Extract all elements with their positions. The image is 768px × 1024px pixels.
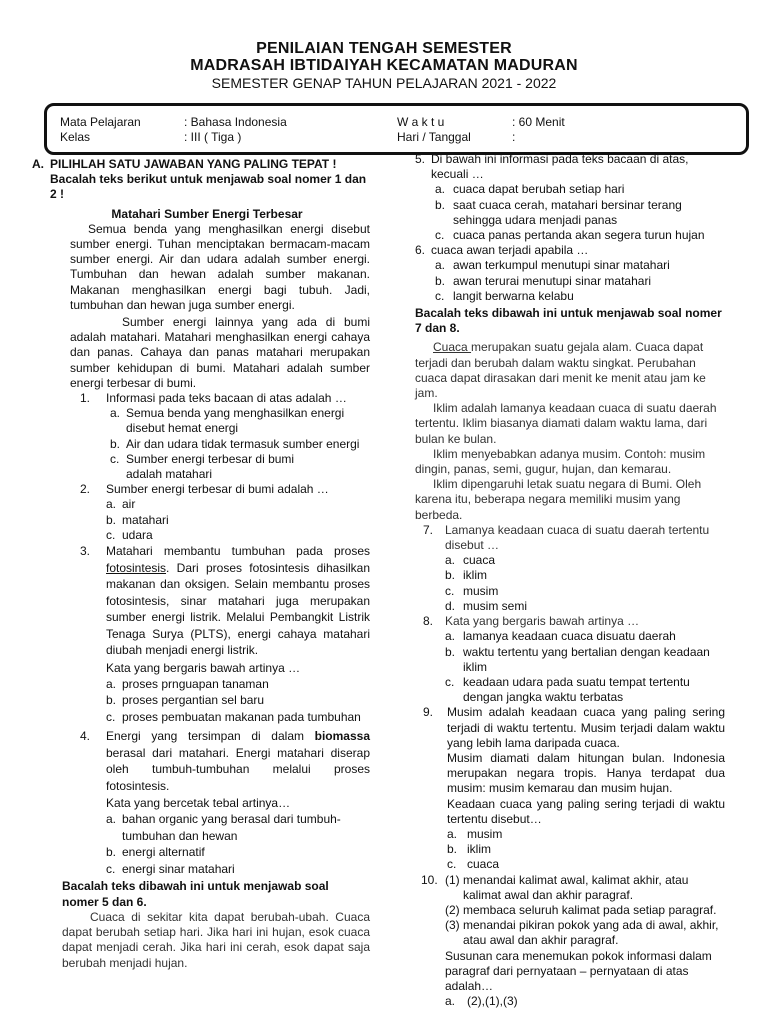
option[interactable]: b. iklim	[445, 568, 487, 583]
option[interactable]: c. keadaan udara pada suatu tempat tertentu dengan jangka waktu terbatas	[445, 674, 690, 705]
question-7-options	[445, 553, 725, 614]
option[interactable]: c. proses pembuatan makanan pada tumbuhan	[106, 709, 361, 724]
reading-paragraph-6: Iklim menyebabkan adanya musim. Contoh: musim dingin, panas, semi, gugur, hujan, dan kemarau.	[415, 446, 706, 477]
question-2-options	[106, 497, 370, 543]
option[interactable]: b. matahari	[106, 512, 169, 527]
option[interactable]: b. proses pergantian sel baru	[106, 693, 265, 708]
exam-title: PENILAIAN TENGAH SEMESTER	[256, 40, 512, 57]
left-column	[32, 157, 370, 971]
option[interactable]: a. musim	[447, 826, 503, 841]
question-2: 2. Sumber energi terbesar di bumi adalah …	[80, 482, 329, 497]
school-name: MADRASAH IBTIDAIYAH KECAMATAN MADURAN	[190, 57, 578, 74]
instruction-1-2: Bacalah teks berikut untuk menjawab soal nomer 1 dan 2 !	[50, 172, 367, 202]
date-label: Hari / Tanggal	[397, 130, 471, 144]
question-3-options	[106, 676, 370, 726]
time-value: : 60 Menit	[512, 115, 565, 129]
option[interactable]: c. musim	[445, 583, 499, 598]
question-1-options	[110, 406, 370, 482]
option[interactable]: b. Air dan udara tidak termasuk sumber energi	[110, 436, 360, 451]
question-10-options	[445, 994, 725, 1009]
question-9-options	[447, 827, 725, 873]
option[interactable]: a. bahan organic yang berasal dari tumbuh-tumbuhan dan hewan	[106, 812, 341, 843]
question-3: 3. Matahari membantu tumbuhan pada proses fotosintesis. Dari proses fotosintesis dihasilkan makanan dan oksigen. Selain membantu proses fotosintesis, sinar matahari juga merupakan sumber energi listrik. Melalui Pembangkit Listrik Tenaga Surya (PLTS), energi cahaya matahari diubah menjadi energi listrik.	[80, 544, 370, 658]
option[interactable]: a. air	[106, 497, 136, 512]
question-6-options	[435, 258, 725, 304]
semester-line: SEMESTER GENAP TAHUN PELAJARAN 2021 - 2022	[211, 75, 557, 91]
question-4-prompt: Kata yang bercetak tebal artinya…	[106, 796, 291, 811]
option[interactable]: c. udara	[106, 527, 153, 542]
date-value: :	[512, 130, 516, 144]
subject-label: Mata Pelajaran	[60, 115, 141, 129]
question-5: 5. Di bawah ini informasi pada teks bacaan di atas, kecuali …	[415, 152, 689, 182]
option[interactable]: c. langit berwarna kelabu	[435, 288, 574, 303]
reading-title: Matahari Sumber Energi Terbesar	[111, 206, 303, 221]
time-label: W a k t u	[397, 115, 445, 129]
question-1: 1. Informasi pada teks bacaan di atas adalah …	[80, 391, 347, 406]
section-a-heading: A. PILIHLAH SATU JAWABAN YANG PALING TEPAT !	[32, 157, 337, 171]
question-6: 6. cuaca awan terjadi apabila …	[415, 243, 589, 258]
question-4: 4. Energi yang tersimpan di dalam biomassa berasal dari matahari. Energi matahari diserap oleh tumbuh-tumbuhan melalui proses fotosintesis.	[80, 729, 370, 793]
reading-paragraph-2: Sumber energi lainnya yang ada di bumi adalah matahari. Matahari menghasilkan energi cahaya dan panas. Cahaya dan panas matahari merupakan sumber kehidupan di bumi. Matahari adalah sumber energi terbesar di bumi.	[70, 315, 370, 390]
option[interactable]: b. iklim	[447, 842, 491, 857]
option[interactable]: b. saat cuaca cerah, matahari bersinar terang sehingga udara menjadi panas	[435, 197, 682, 227]
reading-paragraph-5: Iklim adalah lamanya keadaan cuaca di suatu daerah tertentu. Iklim biasanya diamati dalam waktu lama, dari bulan ke bulan.	[415, 401, 717, 446]
instruction-7-8: Bacalah teks dibawah ini untuk menjawab soal nomer 7 dan 8.	[415, 306, 722, 336]
question-3-prompt: Kata yang bergaris bawah artinya …	[106, 660, 301, 675]
class-label: Kelas	[60, 130, 91, 144]
question-10: 10. (1) menandai kalimat awal, kalimat akhir, atau kalimat awal dan akhir paragraf. (2) membaca seluruh kalimat pada setiap paragraf. (3) menandai pikiran pokok yang ada di awal, akhir, atau awal dan akhir paragraf. Susunan cara menemukan pokok informasi dalam paragraf dari pernyataan – pernyataan di atas adalah…	[421, 872, 719, 993]
option[interactable]: a. awan terkumpul menutupi sinar matahari	[435, 258, 670, 273]
option[interactable]: b. energi alternatif	[106, 845, 205, 860]
question-7: 7. Lamanya keadaan cuaca di suatu daerah tertentu disebut …	[423, 522, 710, 553]
option[interactable]: a. lamanya keadaan cuaca disuatu daerah	[445, 629, 676, 644]
class-value: : III ( Tiga )	[184, 130, 242, 144]
option[interactable]: c. cuaca	[447, 857, 500, 872]
question-4-options	[106, 811, 370, 877]
right-column	[415, 152, 725, 1009]
reading-paragraph-4: Cuaca merupakan suatu gejala alam. Cuaca dapat terjadi dan berubah dalam waktu singkat. Perubahan cuaca dapat dirasakan dari menit ke menit atau jam ke jam.	[415, 340, 706, 401]
option[interactable]: b. waktu tertentu yang bertalian dengan keadaan iklim	[445, 644, 710, 674]
option[interactable]: a. Semua benda yang menghasilkan energi disebut hemat energi	[110, 406, 345, 436]
option[interactable]: d. musim semi	[445, 598, 528, 613]
student-info-box	[44, 103, 749, 155]
subject-value: : Bahasa Indonesia	[184, 115, 287, 129]
question-5-options	[435, 182, 725, 243]
option[interactable]: c. energi sinar matahari	[106, 861, 235, 876]
instruction-5-6: Bacalah teks dibawah ini untuk menjawab soal nomer 5 dan 6.	[62, 879, 329, 909]
option[interactable]: b. awan terurai menutupi sinar matahari	[435, 273, 652, 288]
option[interactable]: c. cuaca panas pertanda akan segera turun hujan	[435, 228, 705, 243]
question-9: 9. Musim adalah keadaan cuaca yang paling sering terjadi di waktu tertentu. Musim terjadi dalam waktu yang lebih lama daripada cuaca. Musim diamati dalam hitungan bulan. Indonesia merupakan negara tropis. Hanya terdapat dua musim: musim kemarau dan musim hujan. Keadaan cuaca yang paling sering terjadi di waktu tertentu disebut…	[423, 705, 725, 826]
option[interactable]: a. (2),(1),(3)	[445, 994, 518, 1009]
option[interactable]: a. proses prnguapan tanaman	[106, 676, 269, 691]
question-8: 8. Kata yang bergaris bawah artinya …	[423, 614, 640, 629]
option[interactable]: c. Sumber energi terbesar di bumi adalah matahari	[110, 451, 295, 482]
option[interactable]: a. cuaca dapat berubah setiap hari	[435, 182, 625, 197]
reading-paragraph-3: Cuaca di sekitar kita dapat berubah-ubah. Cuaca dapat berubah setiap hari. Jika hari ini hujan, esok cuaca dapat menjadi cerah. Jika hari ini cerah, esok dapat saja berubah menjadi hujan.	[62, 909, 370, 970]
reading-paragraph-1: Semua benda yang menghasilkan energi disebut sumber energi. Tuhan menciptakan bermacam-macam sumber energi. Air dan udara adalah sumber energi. Tumbuhan dan hewan adalah sumber makanan. Makanan menghasilkan energi bagi tubuh. Jadi, tumbuhan dan hewan juga sumber energi.	[70, 221, 370, 312]
question-8-options	[445, 629, 725, 705]
reading-paragraph-7: Iklim dipengaruhi letak suatu negara di Bumi. Oleh karena itu, beberapa negara memiliki musim yang berbeda.	[415, 477, 702, 522]
option[interactable]: a. cuaca	[445, 553, 496, 568]
